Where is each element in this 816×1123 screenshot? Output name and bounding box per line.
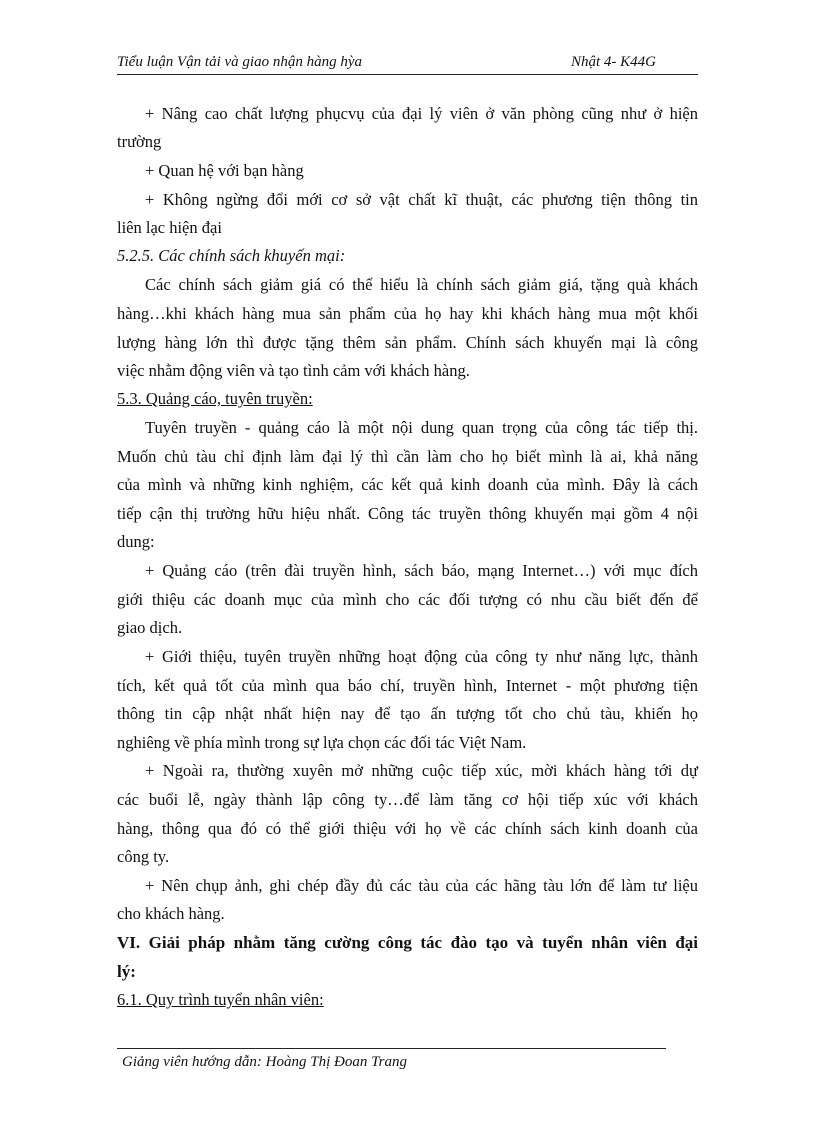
text-line: lượng hàng lớn thì được tặng thêm sản phẩm. Chính sách khuyến mại là công [117, 333, 698, 352]
text-line: Muốn chủ tàu chỉ định làm đại lý thì cần làm cho họ biết mình là ai, khả năng [117, 447, 698, 466]
text-line: + Không ngừng đổi mới cơ sở vật chất kĩ thuật, các phương tiện thông tin [145, 190, 698, 209]
header-author-class: Nhật 4- K44G [571, 54, 657, 70]
text-line: của mình và những kinh nghiệm, các kết quả kinh doanh của mình. Đây là cách [117, 475, 698, 494]
text-line: + Nâng cao chất lượng phụcvụ của đại lý viên ở văn phòng cũng như ở hiện [145, 104, 698, 123]
text-line: việc nhằm động viên và tạo tình cảm với khách hàng. [117, 361, 470, 380]
text-line: các buổi lễ, ngày thành lập công ty…để làm tăng cơ hội tiếp xúc với khách [117, 790, 698, 809]
chapter-heading-vi: VI. Giải pháp nhằm tăng cường công tác đào tạo và tuyển nhân viên đại [117, 933, 698, 952]
text-line: công ty. [117, 847, 170, 866]
section-heading-5-2-5: 5.2.5. Các chính sách khuyến mại: [117, 246, 346, 265]
footer-divider [117, 1048, 666, 1049]
text-line: + Ngoài ra, thường xuyên mở những cuộc tiếp xúc, mời khách hàng tới dự [145, 761, 698, 780]
text-line: dung: [117, 532, 155, 551]
text-line: Tuyên truyền - quảng cáo là một nội dung quan trọng của công tác tiếp thị. [145, 418, 698, 437]
section-heading-6-1: 6.1. Quy trình tuyển nhân viên: [117, 990, 324, 1009]
text-line: giao dịch. [117, 618, 183, 637]
footer-supervisor: Giảng viên hướng dẫn: Hoàng Thị Đoan Trang [122, 1054, 407, 1070]
text-line: + Quan hệ với bạn hàng [145, 161, 304, 180]
text-line: cho khách hàng. [117, 904, 225, 923]
text-line: tích, kết quả tốt của mình qua báo chí, truyền hình, Internet - một phương tiện [117, 676, 698, 695]
text-line: thông tin cập nhật nhất hiện nay để tạo ấn tượng tốt cho chủ tàu, khiến họ [117, 704, 698, 723]
header-document-title: Tiểu luận Vận tải và giao nhận hàng hỳa [117, 54, 362, 70]
page-header [117, 52, 698, 75]
text-line: tiếp cận thị trường hữu hiệu nhất. Công tác truyền thông khuyến mại gồm 4 nội [117, 504, 698, 523]
section-heading-5-3: 5.3. Quảng cáo, tuyên truyền: [117, 389, 313, 408]
text-line: trường [117, 132, 162, 151]
text-line: giới thiệu các doanh mục của mình cho các đối tượng có nhu cầu biết đến để [117, 590, 698, 609]
text-line: + Nên chụp ảnh, ghi chép đầy đủ các tàu của các hãng tàu lớn để làm tư liệu [145, 876, 698, 895]
text-line: nghiêng về phía mình trong sự lựa chọn các đối tác Việt Nam. [117, 733, 527, 752]
text-line: Các chính sách giảm giá có thể hiểu là chính sách giảm giá, tặng quà khách [145, 275, 698, 294]
chapter-heading-vi-cont: lý: [117, 962, 136, 981]
text-line: liên lạc hiện đại [117, 218, 222, 237]
text-line: hàng, thông qua đó có thể giới thiệu với họ về các chính sách kinh doanh của [117, 819, 698, 838]
text-line: + Quảng cáo (trên đài truyền hình, sách báo, mạng Internet…) với mục đích [145, 561, 698, 580]
text-line: hàng…khi khách hàng mua sản phẩm của họ hay khi khách hàng mua một khối [117, 304, 698, 323]
text-line: + Giới thiệu, tuyên truyền những hoạt động của công ty như năng lực, thành [145, 647, 698, 666]
